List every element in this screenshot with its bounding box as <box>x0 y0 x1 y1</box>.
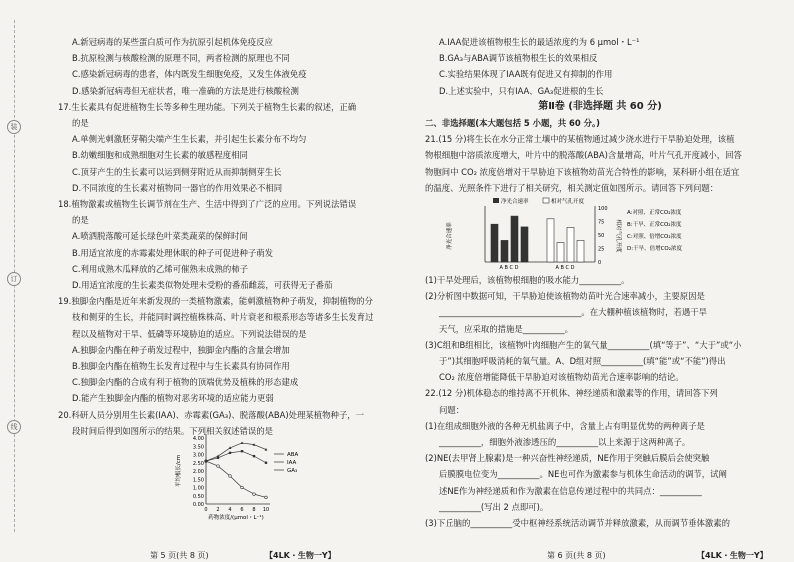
question-line: A.新冠病毒的某些蛋白质可作为抗原引起机体免疫反应 <box>72 37 273 47</box>
y-tick-label-right: 100 <box>598 206 608 213</box>
bar <box>567 227 574 262</box>
gutter-mark-2: 订 <box>7 272 21 286</box>
option-line: D.上述实验中，只有IAA、GA₃促进根的生长 <box>439 85 604 96</box>
data-point <box>265 496 268 499</box>
group-note: B:干旱、正常CO₂浓度 <box>627 222 682 229</box>
y-tick-label: 1.00 <box>192 485 204 492</box>
series-line-IAA <box>206 451 266 463</box>
part-heading: 二、非选择题(本大题包括 5 小题，共 60 分。) <box>425 118 600 129</box>
data-point <box>253 455 255 457</box>
category-labels: A B C D <box>499 265 519 272</box>
series-line-ABA <box>206 461 266 497</box>
question-line: C.独脚金内酯的合成有利于植物的顶端优势及植株的形态建成 <box>72 377 299 388</box>
sub-question-line: (3)C组和B组相比，该植物叶肉细胞产生的氧气量__________(填“等于”、“大于”或“小 <box>425 339 742 350</box>
question-line: __________，细胞外液渗透压的__________以上来源于这两种离子。 <box>439 437 691 448</box>
question-line: 的温度、光照条件下进行了相关研究，相关测定值如图所示。请回答下列问题： <box>425 182 719 193</box>
question-line: 枝和侧芽的生长，并能同时调控植株株高、叶片衰老和根系形态等诸多生长发育过 <box>72 312 374 323</box>
y-tick-label: 1.50 <box>192 477 204 484</box>
sub-question-line: CO₂ 浓度倍增能降低干旱胁迫对该植物幼苗光合速率影响的结论。 <box>439 372 684 383</box>
legend-label: ABA <box>287 452 299 458</box>
x-tick-label: 6 <box>240 507 244 513</box>
right-page <box>397 0 794 562</box>
bar <box>511 216 518 262</box>
question-line: A.独脚金内酯在种子萌发过程中，独脚金内酯的含量会增加 <box>72 344 290 355</box>
data-point <box>217 455 220 458</box>
group-note: C:对照、倍增CO₂浓度 <box>627 234 682 241</box>
y-axis-label-left: 净光合速率 <box>447 222 453 250</box>
question-line: 后膜膜电位变为__________。NE也可作为激素参与机体生命活动的调节，试阐 <box>439 469 727 480</box>
y-tick-label: 2.00 <box>192 469 204 475</box>
legend-label: GA₃ <box>287 468 298 474</box>
question-line: 20.科研人员分别用生长素(IAA)、赤霉素(GA₃)、脱落酸(ABA)处理某植物种子，一 <box>58 409 364 420</box>
gutter-mark-1: 装 <box>7 120 21 134</box>
question-line: 21.(15 分)将生长在水分正常土壤中的某植物通过减少浇水进行干旱胁迫处理，该植 <box>425 134 735 145</box>
option-line: A.IAA促进该植物根生长的最适浓度约为 6 μmol・L⁻¹ <box>439 37 640 47</box>
data-point <box>241 486 244 489</box>
question-line: 22.(12 分)机体稳态的维持离不开机体、神经递质和激素等的作用，请回答下列 <box>425 388 718 399</box>
left-question-column <box>58 34 390 439</box>
question-line: C.顶芽产生的生长素可以运到侧芽附近从而抑制侧芽生长 <box>72 166 282 177</box>
question-line: (3)下丘脑的__________受中枢神经系统活动调节并释放激素，从而调节垂体激素的 <box>425 518 730 529</box>
y-tick-label: 3.50 <box>192 444 204 451</box>
data-point <box>265 462 267 464</box>
question-line: 物根细胞中溶质浓度增大，叶片中的脱落酸(ABA)含量增高，叶片气孔开度减小，回答 <box>425 150 742 161</box>
y-axis-label: 平均根长/cm <box>176 454 182 488</box>
question-line: D.不同浓度的生长素对植物同一器官的作用效果必不相同 <box>72 182 283 193</box>
photosynthesis-bar-chart <box>425 196 775 272</box>
question-line: 17.生长素具有促进植物生长等多种生理功能。下列关于植物生长素的叙述，正确 <box>58 101 357 112</box>
x-tick-label: 8 <box>252 507 256 513</box>
legend-swatch-net <box>493 198 499 203</box>
data-point <box>253 493 256 496</box>
bar <box>577 240 584 262</box>
question-line: D.感染新冠病毒但无症状者，唯一准确的方法是进行核酸检测 <box>72 85 299 96</box>
data-point <box>229 475 232 478</box>
y-tick-label: 2.50 <box>192 460 204 467</box>
question-line: (1)在组成细胞外液的各种无机盐离子中，含量上占有明显优势的两种离子是 <box>425 420 705 431</box>
data-point <box>241 450 243 452</box>
option-line: B.GA₃与ABA调节该植物根生长的效果相反 <box>439 53 598 64</box>
question-line: A.喷洒脱落酸可延长绿色叶菜类蔬菜的保鲜时间 <box>72 231 248 242</box>
question-line: C.感染新冠病毒的患者，体内既发生细胞免疫，又发生体液免疫 <box>72 69 307 80</box>
exam-tag: 【4LK・生物一Y】 <box>697 551 768 560</box>
x-axis-label: 药物浓度/(μmol・L⁻¹) <box>208 515 264 521</box>
y-axis-label-right: 相对气孔开度 <box>615 219 621 253</box>
question-line: A.单侧光刺激胚芽鞘尖端产生生长素，并引起生长素分布不均匀 <box>72 134 307 145</box>
bar <box>557 243 564 262</box>
legend-swatch-stomata <box>543 198 549 203</box>
root-length-line-chart <box>172 430 322 524</box>
section-title: 第Ⅱ卷 (非选择题 共 60 分) <box>538 100 662 112</box>
question-line: 问题： <box>439 404 465 415</box>
x-tick-label: 10 <box>262 507 270 513</box>
page-number: 第 6 页(共 8 页) <box>547 551 606 560</box>
question-line: 的是 <box>72 215 89 226</box>
question-line: B.用适宜浓度的赤霉素处理休眠的种子可促进种子萌发 <box>72 247 274 258</box>
question-line: C.利用成熟木瓜释放的乙烯可催熟未成熟的柿子 <box>72 263 249 274</box>
sub-question-line: 天气，应采取的措施是__________。 <box>439 323 573 334</box>
question-line: D.能产生独脚金内酯的植物对恶劣环境的适应能力更弱 <box>72 393 274 404</box>
y-tick-label: 0.50 <box>192 493 204 500</box>
sub-question-line: __________________________________。在大棚种植该植物时，若遇干旱 <box>439 307 707 318</box>
sub-question-line: (1)干旱处理后，该植物根细胞的吸水能力__________。 <box>425 275 630 286</box>
photosynthesis-chart-area <box>425 196 775 272</box>
legend-label-stomata: 相对气孔开度 <box>551 199 585 206</box>
group-note: A:对照、正常CO₂浓度 <box>627 210 682 217</box>
question-line: B.幼嫩细胞和成熟细胞对生长素的敏感程度相同 <box>72 150 248 161</box>
sub-question-line: 于”)其细胞呼吸消耗的氧气量。A、D组对照__________(填“能”或“不能”)得出 <box>439 356 726 367</box>
question-line: 19.独脚金内酯是近年来新发现的一类植物激素，能刺激植物种子萌发，抑制植物的分 <box>58 296 373 307</box>
bar <box>501 240 508 262</box>
x-tick-label: 0 <box>204 507 208 513</box>
sub-question-line: (2)分析图中数据可知，干旱胁迫使该植物幼苗叶光合速率减小，主要原因是 <box>425 291 705 302</box>
legend-label-net: 净光合速率 <box>501 199 529 206</box>
bar <box>491 224 498 262</box>
page-number: 第 5 页(共 8 页) <box>150 551 209 560</box>
question-line: (2)NE(去甲肾上腺素)是一种兴奋性神经递质，NE作用于突触后膜后会使突触 <box>425 453 710 464</box>
data-point <box>217 465 220 468</box>
question-line: B.抗原检测与核酸检测的原理不同，两者检测的原理也不同 <box>72 53 290 64</box>
y-tick-label-right: 0 <box>598 260 602 267</box>
bar <box>521 227 528 262</box>
y-tick-label-right: 25 <box>598 246 605 253</box>
y-tick-label-right: 75 <box>598 219 605 226</box>
gutter-mark-3: 线 <box>7 420 21 434</box>
y-tick-label: 4.00 <box>192 436 204 442</box>
category-labels: A B C D <box>555 265 575 272</box>
option-line: C.实验结果体现了IAA既有促进又有抑制的作用 <box>439 69 613 80</box>
x-tick-label: 2 <box>216 507 220 513</box>
group-note: D:干旱、倍增CO₂浓度 <box>627 246 682 253</box>
right-question-column <box>425 34 775 531</box>
y-tick-label: 3.00 <box>192 452 204 459</box>
question-line: 18.植物激素或植物生长调节剂在生产、生活中得到了广泛的应用。下列说法错误 <box>58 199 357 210</box>
exam-tag: 【4LK・生物一Y】 <box>265 551 336 560</box>
question-line: 述NE作为神经递质和作为激素在信息传递过程中的共同点：__________ <box>439 485 702 496</box>
bar <box>547 219 554 262</box>
question-line: 物胞间中 CO₂ 浓度倍增对干旱胁迫下该植物幼苗光合特性的影响，某科研小组在适宜 <box>425 166 740 177</box>
question-line: 的是 <box>72 118 89 129</box>
root-length-chart <box>172 430 322 528</box>
y-tick-label-right: 50 <box>598 233 605 240</box>
question-line: D.用适宜浓度的生长素类似物处理未受粉的番茄雌蕊，可获得无子番茄 <box>72 280 333 291</box>
y-tick-label: 0.00 <box>192 502 204 508</box>
question-line: 程以及植物对干旱、低磷等环境胁迫的适应。下列说法错误的是 <box>72 328 307 339</box>
question-line: B.独脚金内酯在植物生长发育过程中与生长素具有协同作用 <box>72 361 290 372</box>
x-tick-label: 4 <box>228 507 232 513</box>
legend-label: IAA <box>287 460 297 466</box>
question-line: 段时间后得到如图所示的结果。下列相关叙述错误的是 <box>72 425 273 436</box>
question-line: __________(写出 2 点即可)。 <box>439 501 549 512</box>
data-point <box>229 452 231 454</box>
